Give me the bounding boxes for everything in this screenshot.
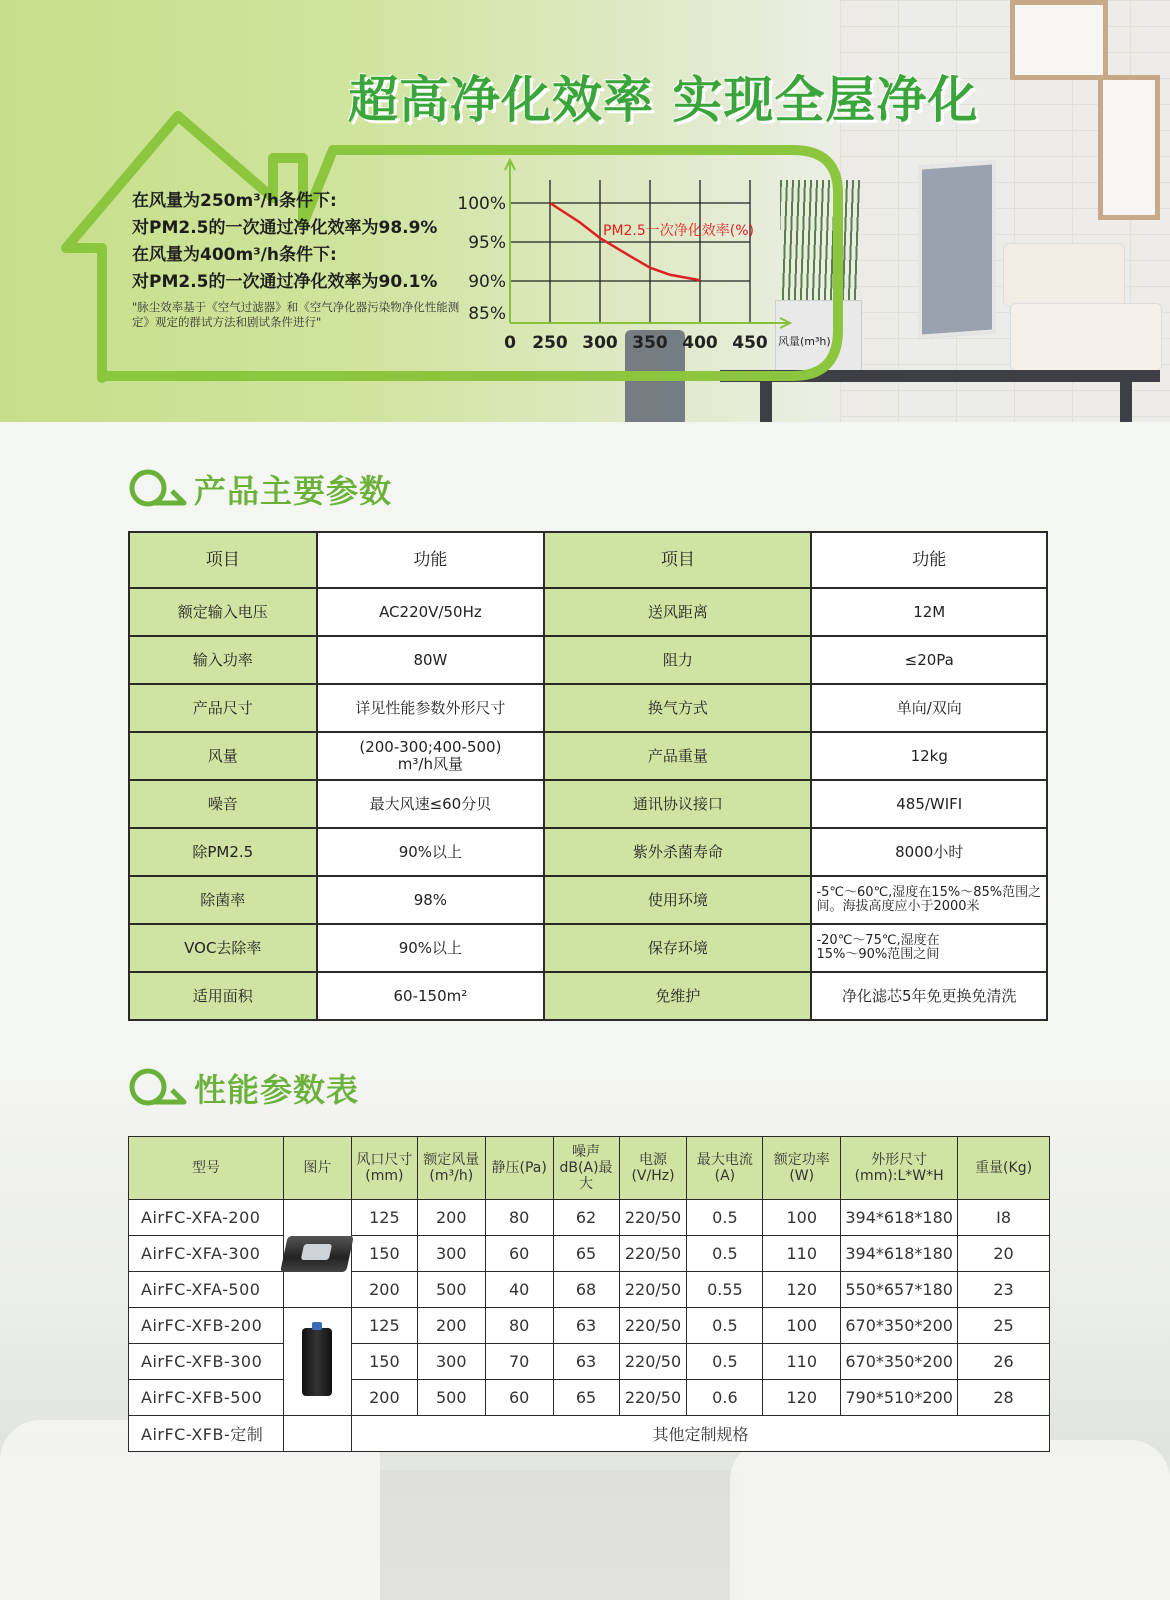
xfb-device-image xyxy=(302,1328,332,1396)
param-value: 12kg xyxy=(811,732,1047,780)
perf-value: 20 xyxy=(958,1236,1050,1272)
param-value: AC220V/50Hz xyxy=(317,588,545,636)
hero-title: 超高净化效率 实现全屋净化 xyxy=(348,71,979,129)
wall-frame xyxy=(1098,75,1160,220)
perf-value: 500 xyxy=(417,1380,485,1416)
perf-value: 300 xyxy=(417,1344,485,1380)
params-row xyxy=(129,924,1047,972)
perf-row xyxy=(129,1308,1050,1344)
perf-value: 220/50 xyxy=(619,1272,687,1308)
perf-table xyxy=(128,1136,1050,1452)
x-tick-label: 0 xyxy=(504,333,516,353)
param-value: 8000小时 xyxy=(811,828,1047,876)
wall-frame xyxy=(1010,0,1108,80)
model-name: AirFC-XFB-200 xyxy=(129,1308,284,1344)
perf-value: 65 xyxy=(553,1380,619,1416)
sofa-image xyxy=(730,1440,1170,1600)
magnifier-icon xyxy=(128,1066,188,1110)
perf-value: 300 xyxy=(417,1236,485,1272)
perf-header-cell: 静压(Pa) xyxy=(485,1137,553,1200)
param-label: 通讯协议接口 xyxy=(544,780,811,828)
param-value: 详见性能参数外形尺寸 xyxy=(317,684,545,732)
perf-value: 0.5 xyxy=(687,1200,763,1236)
y-tick-label: 95% xyxy=(468,233,506,253)
param-value: 98% xyxy=(317,876,545,924)
perf-value: 60 xyxy=(485,1236,553,1272)
params-table xyxy=(128,531,1048,1021)
param-value: 单向/双向 xyxy=(811,684,1047,732)
perf-value: 23 xyxy=(958,1272,1050,1308)
series-label: PM2.5一次净化效率(%) xyxy=(603,223,755,239)
params-row xyxy=(129,636,1047,684)
y-tick-label: 85% xyxy=(468,304,506,324)
param-value: 90%以上 xyxy=(317,924,545,972)
perf-header-cell: 型号 xyxy=(129,1137,284,1200)
params-header-cell: 功能 xyxy=(811,532,1047,588)
section-title-text: 产品主要参数 xyxy=(194,472,393,510)
param-value: 485/WIFI xyxy=(811,780,1047,828)
custom-spec-text: 其他定制规格 xyxy=(351,1416,1049,1452)
perf-value: 0.5 xyxy=(687,1236,763,1272)
spec-line: 在风量为400m³/h条件下: xyxy=(132,245,337,265)
perf-value: 200 xyxy=(417,1200,485,1236)
param-label: 适用面积 xyxy=(129,972,317,1020)
params-row xyxy=(129,588,1047,636)
perf-value: 0.5 xyxy=(687,1308,763,1344)
perf-row xyxy=(129,1200,1050,1236)
perf-value: 110 xyxy=(763,1344,841,1380)
param-label: 噪音 xyxy=(129,780,317,828)
perf-value: 110 xyxy=(763,1236,841,1272)
perf-value: 220/50 xyxy=(619,1200,687,1236)
product-picture xyxy=(283,1416,351,1452)
spec-footnote: "脉尘效率基于《空气过滤器》和《空气净化器污染物净化性能测定》观定的群试方法和剧试条件进行" xyxy=(132,300,460,329)
perf-row xyxy=(129,1236,1050,1272)
perf-value: 63 xyxy=(553,1308,619,1344)
efficiency-chart xyxy=(455,155,831,355)
perf-value: 220/50 xyxy=(619,1380,687,1416)
perf-value: 670*350*200 xyxy=(841,1344,958,1380)
perf-value: 100 xyxy=(763,1308,841,1344)
section-title-params xyxy=(128,466,392,512)
perf-header-cell: 电源(V/Hz) xyxy=(619,1137,687,1200)
perf-row xyxy=(129,1344,1050,1380)
xfa-device-image xyxy=(281,1236,355,1272)
perf-value: 150 xyxy=(351,1344,417,1380)
param-value: -20℃～75℃,湿度在 15%～90%范围之间 xyxy=(811,924,1047,972)
perf-value: 60 xyxy=(485,1380,553,1416)
section-title-text: 性能参数表 xyxy=(194,1071,360,1109)
param-value: 最大风速≤60分贝 xyxy=(317,780,545,828)
perf-value: 120 xyxy=(763,1272,841,1308)
perf-value: 80 xyxy=(485,1200,553,1236)
params-row xyxy=(129,972,1047,1020)
perf-value: 40 xyxy=(485,1272,553,1308)
perf-header-cell: 额定风量(m³/h) xyxy=(417,1137,485,1200)
params-header-cell: 功能 xyxy=(317,532,545,588)
model-name: AirFC-XFB-300 xyxy=(129,1344,284,1380)
param-label: VOC去除率 xyxy=(129,924,317,972)
param-value: -5℃～60℃,湿度在15%～85%范围之间。海拔高度应小于2000米 xyxy=(811,876,1047,924)
perf-row-custom xyxy=(129,1416,1050,1452)
param-label: 阻力 xyxy=(544,636,811,684)
param-value: 60-150m² xyxy=(317,972,545,1020)
perf-value: 500 xyxy=(417,1272,485,1308)
box-image xyxy=(1010,303,1162,371)
model-name: AirFC-XFB-500 xyxy=(129,1380,284,1416)
perf-value: 25 xyxy=(958,1308,1050,1344)
perf-value: 0.5 xyxy=(687,1344,763,1380)
perf-value: 80 xyxy=(485,1308,553,1344)
product-picture xyxy=(283,1200,351,1308)
x-axis-label: 风量(m³h) xyxy=(778,335,831,348)
perf-header-cell: 最大电流(A) xyxy=(687,1137,763,1200)
param-label: 产品重量 xyxy=(544,732,811,780)
param-label: 输入功率 xyxy=(129,636,317,684)
x-tick-label: 300 xyxy=(582,333,618,353)
param-label: 紫外杀菌寿命 xyxy=(544,828,811,876)
param-label: 使用环境 xyxy=(544,876,811,924)
perf-header-cell: 额定功率(W) xyxy=(763,1137,841,1200)
model-name: AirFC-XFA-500 xyxy=(129,1272,284,1308)
params-row xyxy=(129,684,1047,732)
perf-value: 68 xyxy=(553,1272,619,1308)
perf-value: 790*510*200 xyxy=(841,1380,958,1416)
magnifier-icon xyxy=(128,467,188,511)
perf-header-row xyxy=(129,1137,1050,1200)
perf-header-cell: 图片 xyxy=(283,1137,351,1200)
param-label: 保存环境 xyxy=(544,924,811,972)
spec-line: 在风量为250m³/h条件下: xyxy=(132,191,337,211)
perf-value: 120 xyxy=(763,1380,841,1416)
x-tick-label: 400 xyxy=(682,333,718,353)
perf-value: 0.55 xyxy=(687,1272,763,1308)
perf-value: 125 xyxy=(351,1200,417,1236)
param-value: 12M xyxy=(811,588,1047,636)
param-value: 80W xyxy=(317,636,545,684)
params-row xyxy=(129,780,1047,828)
section-title-perf xyxy=(128,1065,359,1111)
y-tick-label: 90% xyxy=(468,272,506,292)
perf-value: 550*657*180 xyxy=(841,1272,958,1308)
param-label: 额定输入电压 xyxy=(129,588,317,636)
model-name: AirFC-XFA-300 xyxy=(129,1236,284,1272)
param-value: 90%以上 xyxy=(317,828,545,876)
param-value: (200-300;400-500) m³/h风量 xyxy=(317,732,545,780)
perf-value: 100 xyxy=(763,1200,841,1236)
perf-value: 394*618*180 xyxy=(841,1236,958,1272)
perf-value: 26 xyxy=(958,1344,1050,1380)
x-tick-label: 450 xyxy=(732,333,768,353)
param-label: 除菌率 xyxy=(129,876,317,924)
box-image xyxy=(1003,243,1125,307)
perf-value: 670*350*200 xyxy=(841,1308,958,1344)
perf-value: 0.6 xyxy=(687,1380,763,1416)
x-tick-label: 350 xyxy=(632,333,668,353)
perf-value: 200 xyxy=(417,1308,485,1344)
params-header-cell: 项目 xyxy=(129,532,317,588)
perf-value: 62 xyxy=(553,1200,619,1236)
perf-value: 200 xyxy=(351,1272,417,1308)
params-row xyxy=(129,732,1047,780)
perf-value: 200 xyxy=(351,1380,417,1416)
params-row xyxy=(129,876,1047,924)
hero-banner xyxy=(0,0,1170,422)
param-label: 除PM2.5 xyxy=(129,828,317,876)
x-tick-label: 250 xyxy=(532,333,568,353)
model-name: AirFC-XFB-定制 xyxy=(129,1416,284,1452)
param-label: 免维护 xyxy=(544,972,811,1020)
perf-value: 220/50 xyxy=(619,1344,687,1380)
param-value: 净化滤芯5年免更换免清洗 xyxy=(811,972,1047,1020)
perf-value: 65 xyxy=(553,1236,619,1272)
param-label: 送风距离 xyxy=(544,588,811,636)
perf-value: 220/50 xyxy=(619,1308,687,1344)
product-picture xyxy=(283,1308,351,1416)
spec-line: 对PM2.5的一次通过净化效率为90.1% xyxy=(132,272,438,292)
perf-value: 28 xyxy=(958,1380,1050,1416)
perf-value: 63 xyxy=(553,1344,619,1380)
perf-value: I8 xyxy=(958,1200,1050,1236)
param-value: ≤20Pa xyxy=(811,636,1047,684)
perf-row xyxy=(129,1380,1050,1416)
y-tick-label: 100% xyxy=(457,194,506,214)
params-header-cell: 项目 xyxy=(544,532,811,588)
spec-line: 对PM2.5的一次通过净化效率为98.9% xyxy=(132,218,438,238)
perf-header-cell: 风口尺寸(mm) xyxy=(351,1137,417,1200)
params-row xyxy=(129,828,1047,876)
perf-value: 70 xyxy=(485,1344,553,1380)
perf-value: 150 xyxy=(351,1236,417,1272)
monitor-image xyxy=(918,160,996,338)
param-label: 换气方式 xyxy=(544,684,811,732)
perf-value: 125 xyxy=(351,1308,417,1344)
perf-header-cell: 外形尺寸(mm):L*W*H xyxy=(841,1137,958,1200)
spec-lines xyxy=(132,188,437,296)
desk-leg xyxy=(1120,382,1132,422)
rug-image xyxy=(380,1470,740,1600)
model-name: AirFC-XFA-200 xyxy=(129,1200,284,1236)
param-label: 风量 xyxy=(129,732,317,780)
perf-value: 220/50 xyxy=(619,1236,687,1272)
perf-header-cell: 噪声dB(A)最大 xyxy=(553,1137,619,1200)
perf-row xyxy=(129,1272,1050,1308)
params-header-row xyxy=(129,532,1047,588)
perf-value: 394*618*180 xyxy=(841,1200,958,1236)
perf-header-cell: 重量(Kg) xyxy=(958,1137,1050,1200)
param-label: 产品尺寸 xyxy=(129,684,317,732)
